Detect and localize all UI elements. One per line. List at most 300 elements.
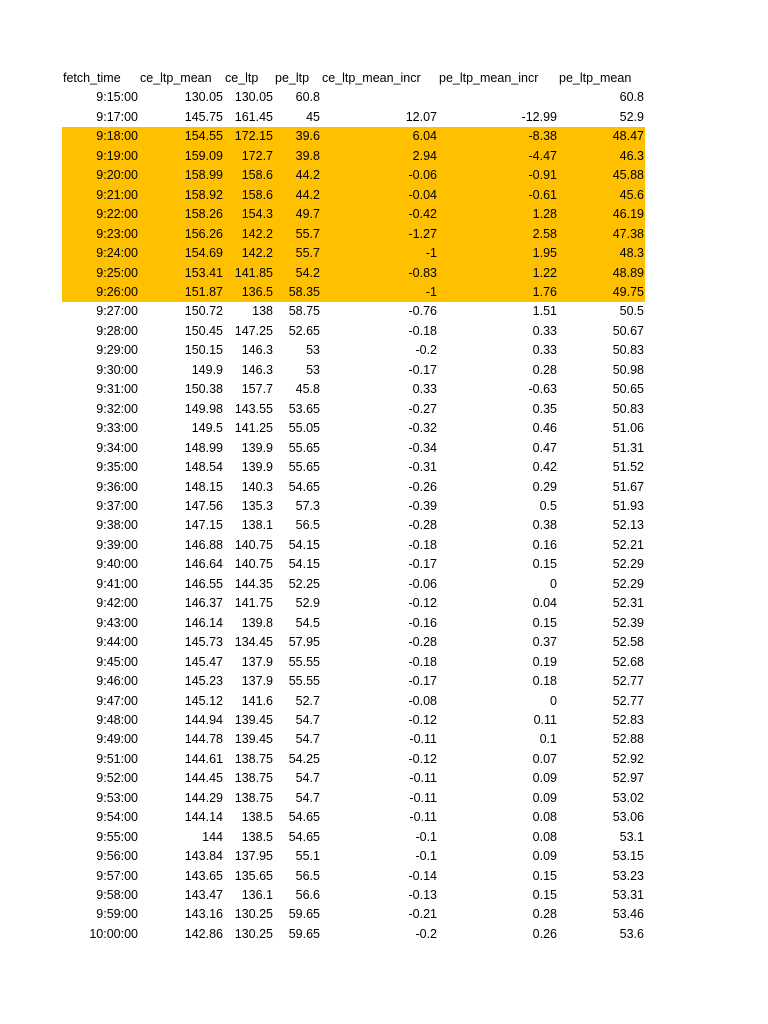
cell-pe-ltp-mean-incr: 0: [550, 693, 557, 708]
cell-ce-ltp-mean: 145.73: [184, 635, 223, 650]
cell-ce-ltp: 158.6: [224, 166, 274, 185]
cell-ce-ltp: 138.5: [241, 810, 273, 825]
cell-ce-ltp-mean: 147.15: [184, 518, 223, 533]
table-row: [62, 497, 645, 516]
cell-ce-ltp-mean-incr: -0.18: [408, 537, 437, 552]
cell-fetch-time: 9:21:00: [62, 186, 139, 205]
cell-ce-ltp-mean-incr: -1: [321, 283, 438, 302]
cell-pe-ltp-mean: 52.83: [612, 712, 644, 727]
table-row: [62, 633, 645, 652]
cell-ce-ltp-mean-incr: -0.21: [408, 907, 437, 922]
cell-pe-ltp: 54.5: [295, 615, 320, 630]
cell-ce-ltp-mean: 150.38: [184, 382, 223, 397]
cell-pe-ltp-mean-incr: 0.15: [532, 888, 557, 903]
cell-ce-ltp: 147.25: [234, 323, 273, 338]
cell-ce-ltp-mean-incr: -1.27: [321, 225, 438, 244]
cell-pe-ltp-mean-incr: 0.09: [532, 849, 557, 864]
cell-pe-ltp: 57.95: [288, 635, 320, 650]
cell-pe-ltp-mean-incr: 0.04: [532, 596, 557, 611]
cell-pe-ltp-mean: 52.29: [612, 576, 644, 591]
table-row: [62, 166, 645, 185]
cell-ce-ltp: 140.3: [241, 479, 273, 494]
cell-pe-ltp: 54.65: [288, 479, 320, 494]
cell-pe-ltp-mean-incr: -12.99: [521, 109, 557, 124]
cell-pe-ltp: 56.5: [295, 518, 320, 533]
table-row: [62, 88, 645, 107]
cell-ce-ltp: 141.25: [234, 421, 273, 436]
cell-ce-ltp-mean: 149.98: [184, 401, 223, 416]
cell-fetch-time: 9:15:00: [96, 90, 138, 105]
cell-pe-ltp-mean-incr: 0.28: [532, 907, 557, 922]
cell-ce-ltp: 146.3: [241, 343, 273, 358]
cell-fetch-time: 9:19:00: [62, 147, 139, 166]
cell-ce-ltp-mean: 146.14: [184, 615, 223, 630]
cell-ce-ltp-mean: 144.78: [184, 732, 223, 747]
cell-fetch-time: 10:00:00: [89, 926, 138, 941]
cell-ce-ltp-mean-incr: -0.17: [408, 557, 437, 572]
cell-fetch-time: 9:43:00: [96, 615, 138, 630]
cell-ce-ltp: 140.75: [234, 557, 273, 572]
cell-ce-ltp-mean-incr: -0.28: [408, 635, 437, 650]
cell-ce-ltp-mean: 156.26: [139, 225, 224, 244]
cell-pe-ltp-mean: 52.77: [612, 693, 644, 708]
cell-ce-ltp-mean-incr: -0.39: [408, 498, 437, 513]
cell-ce-ltp-mean: 146.37: [184, 596, 223, 611]
cell-ce-ltp: 139.8: [241, 615, 273, 630]
table-row: [62, 730, 645, 749]
cell-pe-ltp-mean: 52.29: [612, 557, 644, 572]
column-header-ce-ltp: ce_ltp: [225, 71, 259, 85]
cell-pe-ltp: 55.65: [288, 460, 320, 475]
cell-ce-ltp: 137.95: [234, 849, 273, 864]
cell-ce-ltp: 144.35: [234, 576, 273, 591]
cell-fetch-time: 9:27:00: [96, 304, 138, 319]
cell-ce-ltp: 138.5: [241, 829, 273, 844]
cell-pe-ltp-mean-incr: 0.29: [532, 479, 557, 494]
column-header-pe-ltp-mean-incr: pe_ltp_mean_incr: [439, 71, 539, 85]
cell-ce-ltp-mean-incr: -0.12: [408, 596, 437, 611]
cell-ce-ltp-mean: 145.47: [184, 654, 223, 669]
cell-ce-ltp-mean: 158.99: [139, 166, 224, 185]
cell-ce-ltp: 172.7: [224, 147, 274, 166]
cell-ce-ltp-mean-incr: 0.33: [412, 382, 437, 397]
cell-pe-ltp-mean-incr: 0.18: [532, 674, 557, 689]
cell-ce-ltp: 135.65: [234, 868, 273, 883]
cell-pe-ltp: 49.7: [274, 205, 321, 224]
cell-fetch-time: 9:54:00: [96, 810, 138, 825]
cell-pe-ltp-mean: 52.58: [612, 635, 644, 650]
cell-ce-ltp-mean-incr: -0.11: [409, 732, 437, 747]
cell-pe-ltp-mean: 50.83: [612, 401, 644, 416]
cell-pe-ltp-mean: 51.93: [612, 498, 644, 513]
cell-pe-ltp: 54.7: [295, 712, 320, 727]
cell-fetch-time: 9:20:00: [62, 166, 139, 185]
cell-pe-ltp-mean: 49.75: [558, 283, 645, 302]
cell-ce-ltp: 138.75: [234, 771, 273, 786]
cell-ce-ltp-mean: 144.14: [184, 810, 223, 825]
column-header-pe-ltp-mean: pe_ltp_mean: [559, 71, 632, 85]
cell-pe-ltp-mean-incr: -8.38: [438, 127, 558, 146]
cell-pe-ltp-mean: 51.31: [612, 440, 644, 455]
cell-ce-ltp-mean-incr: [321, 88, 438, 107]
cell-ce-ltp-mean: 149.5: [191, 421, 223, 436]
table-row: [62, 341, 645, 360]
cell-pe-ltp-mean-incr: -0.61: [438, 186, 558, 205]
cell-pe-ltp-mean: 47.38: [558, 225, 645, 244]
cell-pe-ltp-mean: 52.39: [612, 615, 644, 630]
table-row: [62, 225, 645, 244]
cell-ce-ltp-mean-incr: 12.07: [405, 109, 437, 124]
cell-ce-ltp: 130.25: [234, 907, 273, 922]
cell-fetch-time: 9:42:00: [96, 596, 138, 611]
cell-pe-ltp-mean: 50.67: [612, 323, 644, 338]
cell-pe-ltp-mean: 51.06: [612, 421, 644, 436]
cell-fetch-time: 9:39:00: [96, 537, 138, 552]
cell-pe-ltp: 53: [306, 362, 320, 377]
table-row: [62, 711, 645, 730]
cell-pe-ltp: 56.6: [295, 888, 320, 903]
cell-ce-ltp-mean: 146.88: [184, 537, 223, 552]
cell-ce-ltp: 157.7: [241, 382, 273, 397]
cell-fetch-time: 9:30:00: [96, 362, 138, 377]
cell-ce-ltp-mean: 154.55: [139, 127, 224, 146]
cell-pe-ltp: 53: [306, 343, 320, 358]
cell-ce-ltp-mean-incr: -0.11: [409, 771, 437, 786]
cell-ce-ltp: 135.3: [241, 498, 273, 513]
table-row: [62, 108, 645, 127]
cell-pe-ltp-mean-incr: [438, 88, 558, 107]
cell-ce-ltp: 161.45: [234, 109, 273, 124]
column-header-fetch-time: fetch_time: [63, 71, 121, 85]
cell-fetch-time: 9:48:00: [96, 712, 138, 727]
cell-pe-ltp-mean: 52.13: [612, 518, 644, 533]
cell-fetch-time: 9:52:00: [96, 771, 138, 786]
table-row: [62, 672, 645, 691]
cell-pe-ltp-mean-incr: -0.63: [528, 382, 557, 397]
header-row: [62, 69, 645, 88]
cell-pe-ltp: 59.65: [288, 926, 320, 941]
cell-pe-ltp: 54.7: [295, 790, 320, 805]
table-row: [62, 653, 645, 672]
cell-ce-ltp: 141.6: [241, 693, 273, 708]
cell-fetch-time: 9:32:00: [96, 401, 138, 416]
cell-fetch-time: 9:55:00: [96, 829, 138, 844]
cell-ce-ltp-mean: 143.65: [184, 868, 223, 883]
table-body: [62, 88, 645, 944]
cell-ce-ltp-mean-incr: -1: [321, 244, 438, 263]
cell-fetch-time: 9:18:00: [62, 127, 139, 146]
cell-ce-ltp-mean: 150.45: [184, 323, 223, 338]
cell-ce-ltp-mean-incr: -0.1: [415, 849, 437, 864]
cell-ce-ltp-mean-incr: -0.12: [408, 751, 437, 766]
cell-ce-ltp: 139.45: [234, 712, 273, 727]
cell-pe-ltp-mean: 45.6: [558, 186, 645, 205]
cell-pe-ltp-mean: 50.98: [612, 362, 644, 377]
table-row: [62, 127, 645, 146]
cell-ce-ltp: 138.1: [241, 518, 273, 533]
column-header-ce-ltp-mean: ce_ltp_mean: [140, 71, 212, 85]
cell-fetch-time: 9:37:00: [96, 498, 138, 513]
cell-fetch-time: 9:35:00: [96, 460, 138, 475]
cell-pe-ltp: 55.65: [288, 440, 320, 455]
cell-ce-ltp-mean: 142.86: [184, 926, 223, 941]
cell-fetch-time: 9:34:00: [96, 440, 138, 455]
cell-ce-ltp-mean-incr: -0.11: [409, 790, 437, 805]
cell-ce-ltp-mean-incr: -0.12: [408, 712, 437, 727]
cell-ce-ltp-mean: 158.92: [139, 186, 224, 205]
cell-pe-ltp-mean-incr: 0.33: [532, 343, 557, 358]
cell-pe-ltp-mean-incr: 0.46: [532, 421, 557, 436]
cell-ce-ltp: 138.75: [234, 790, 273, 805]
table-row: [62, 264, 645, 283]
cell-ce-ltp: 154.3: [224, 205, 274, 224]
cell-ce-ltp-mean: 154.69: [139, 244, 224, 263]
cell-ce-ltp-mean-incr: -0.17: [408, 362, 437, 377]
column-header-pe-ltp: pe_ltp: [275, 71, 310, 85]
table-row: [62, 147, 645, 166]
cell-pe-ltp-mean-incr: 0.11: [533, 712, 557, 727]
cell-fetch-time: 9:17:00: [96, 109, 138, 124]
cell-pe-ltp-mean: 52.97: [612, 771, 644, 786]
cell-fetch-time: 9:33:00: [96, 421, 138, 436]
cell-pe-ltp-mean-incr: 0.09: [532, 790, 557, 805]
table-row: [62, 205, 645, 224]
cell-ce-ltp: 172.15: [224, 127, 274, 146]
cell-ce-ltp: 140.75: [234, 537, 273, 552]
cell-pe-ltp-mean-incr: 0.15: [532, 868, 557, 883]
table-row: [62, 439, 645, 458]
cell-pe-ltp: 52.9: [295, 596, 320, 611]
cell-pe-ltp-mean-incr: 0.07: [532, 751, 557, 766]
cell-fetch-time: 9:45:00: [96, 654, 138, 669]
cell-ce-ltp-mean: 149.9: [191, 362, 223, 377]
cell-ce-ltp-mean-incr: -0.28: [408, 518, 437, 533]
cell-pe-ltp: 60.8: [295, 90, 320, 105]
cell-pe-ltp-mean-incr: 0.15: [532, 615, 557, 630]
table-row: [62, 536, 645, 555]
table-row: [62, 322, 645, 341]
cell-ce-ltp-mean-incr: -0.2: [415, 343, 437, 358]
cell-fetch-time: 9:26:00: [62, 283, 139, 302]
table-row: [62, 555, 645, 574]
cell-fetch-time: 9:57:00: [96, 868, 138, 883]
cell-ce-ltp: 143.55: [234, 401, 273, 416]
cell-ce-ltp-mean: 148.99: [184, 440, 223, 455]
cell-pe-ltp-mean: 50.65: [612, 382, 644, 397]
cell-ce-ltp-mean: 145.12: [184, 693, 223, 708]
cell-ce-ltp-mean: 143.47: [184, 888, 223, 903]
cell-ce-ltp-mean-incr: -0.16: [408, 615, 437, 630]
cell-pe-ltp-mean: 48.3: [558, 244, 645, 263]
cell-ce-ltp-mean: 148.15: [184, 479, 223, 494]
cell-ce-ltp-mean-incr: -0.14: [408, 868, 437, 883]
cell-ce-ltp-mean: 144.61: [184, 751, 223, 766]
cell-ce-ltp-mean-incr: -0.34: [408, 440, 437, 455]
cell-fetch-time: 9:40:00: [96, 557, 138, 572]
table-row: [62, 400, 645, 419]
cell-fetch-time: 9:38:00: [96, 518, 138, 533]
cell-fetch-time: 9:31:00: [96, 382, 138, 397]
cell-pe-ltp-mean-incr: 1.28: [438, 205, 558, 224]
cell-ce-ltp-mean: 153.41: [139, 264, 224, 283]
cell-pe-ltp-mean-incr: -0.91: [438, 166, 558, 185]
cell-pe-ltp: 53.65: [288, 401, 320, 416]
cell-pe-ltp: 54.25: [288, 751, 320, 766]
cell-pe-ltp-mean-incr: 0.15: [532, 557, 557, 572]
table-row: [62, 186, 645, 205]
cell-ce-ltp-mean-incr: 6.04: [321, 127, 438, 146]
cell-pe-ltp-mean-incr: 0.08: [532, 810, 557, 825]
cell-pe-ltp-mean-incr: 2.58: [438, 225, 558, 244]
cell-ce-ltp-mean-incr: -0.26: [408, 479, 437, 494]
cell-ce-ltp: 137.9: [241, 654, 273, 669]
cell-pe-ltp: 58.75: [288, 304, 320, 319]
cell-pe-ltp-mean: 51.67: [612, 479, 644, 494]
table-row: [62, 769, 645, 788]
cell-pe-ltp-mean: 53.06: [612, 810, 644, 825]
cell-pe-ltp-mean: 52.77: [612, 674, 644, 689]
cell-ce-ltp-mean-incr: -0.08: [408, 693, 437, 708]
cell-pe-ltp-mean-incr: 0: [550, 576, 557, 591]
cell-pe-ltp-mean: 50.5: [619, 304, 644, 319]
cell-ce-ltp-mean-incr: -0.2: [415, 926, 437, 941]
table-row: [62, 419, 645, 438]
cell-ce-ltp-mean-incr: -0.32: [408, 421, 437, 436]
cell-ce-ltp: 139.9: [241, 460, 273, 475]
cell-pe-ltp: 54.65: [288, 829, 320, 844]
table-row: [62, 692, 645, 711]
cell-pe-ltp-mean: 45.88: [558, 166, 645, 185]
cell-pe-ltp-mean-incr: 0.28: [532, 362, 557, 377]
cell-pe-ltp-mean: 53.02: [612, 790, 644, 805]
cell-pe-ltp: 55.55: [288, 654, 320, 669]
cell-pe-ltp-mean: 50.83: [612, 343, 644, 358]
cell-pe-ltp: 54.7: [295, 732, 320, 747]
cell-pe-ltp-mean-incr: 0.19: [532, 654, 557, 669]
cell-ce-ltp-mean-incr: -0.1: [415, 829, 437, 844]
cell-pe-ltp-mean-incr: 0.08: [532, 829, 557, 844]
cell-pe-ltp-mean: 51.52: [612, 460, 644, 475]
cell-pe-ltp: 55.05: [288, 421, 320, 436]
cell-pe-ltp: 59.65: [288, 907, 320, 922]
cell-ce-ltp: 138: [252, 304, 273, 319]
cell-fetch-time: 9:28:00: [96, 323, 138, 338]
table-row: [62, 614, 645, 633]
cell-pe-ltp-mean-incr: 0.1: [539, 732, 557, 747]
cell-ce-ltp-mean: 148.54: [184, 460, 223, 475]
cell-pe-ltp: 44.2: [274, 166, 321, 185]
table-row: [62, 905, 645, 924]
cell-pe-ltp-mean-incr: 0.35: [532, 401, 557, 416]
cell-ce-ltp-mean-incr: -0.76: [408, 304, 437, 319]
cell-fetch-time: 9:44:00: [96, 635, 138, 650]
cell-fetch-time: 9:22:00: [62, 205, 139, 224]
cell-ce-ltp: 136.1: [241, 888, 273, 903]
cell-pe-ltp-mean: 52.31: [612, 596, 644, 611]
cell-pe-ltp-mean-incr: 0.37: [532, 635, 557, 650]
table-row: [62, 847, 645, 866]
cell-pe-ltp: 54.65: [288, 810, 320, 825]
cell-pe-ltp-mean-incr: 0.09: [532, 771, 557, 786]
cell-fetch-time: 9:23:00: [62, 225, 139, 244]
cell-pe-ltp-mean: 46.19: [558, 205, 645, 224]
cell-fetch-time: 9:56:00: [96, 849, 138, 864]
cell-pe-ltp-mean-incr: 1.95: [438, 244, 558, 263]
cell-pe-ltp-mean-incr: 0.26: [532, 926, 557, 941]
table-row: [62, 361, 645, 380]
table-row: [62, 828, 645, 847]
cell-ce-ltp-mean: 145.23: [184, 674, 223, 689]
cell-pe-ltp: 54.15: [288, 537, 320, 552]
cell-pe-ltp-mean: 53.1: [619, 829, 644, 844]
cell-ce-ltp-mean: 146.64: [184, 557, 223, 572]
cell-pe-ltp: 52.25: [288, 576, 320, 591]
table-row: [62, 808, 645, 827]
cell-ce-ltp-mean-incr: -0.06: [408, 576, 437, 591]
cell-ce-ltp-mean-incr: -0.18: [408, 654, 437, 669]
cell-pe-ltp: 55.7: [274, 244, 321, 263]
cell-ce-ltp-mean: 130.05: [184, 90, 223, 105]
cell-pe-ltp-mean: 53.15: [612, 849, 644, 864]
cell-pe-ltp-mean: 53.6: [619, 926, 644, 941]
cell-fetch-time: 9:24:00: [62, 244, 139, 263]
cell-ce-ltp-mean-incr: -0.11: [409, 810, 437, 825]
cell-ce-ltp-mean: 143.16: [184, 907, 223, 922]
cell-ce-ltp: 142.2: [224, 225, 274, 244]
cell-ce-ltp: 141.85: [224, 264, 274, 283]
cell-pe-ltp-mean-incr: 1.22: [438, 264, 558, 283]
cell-ce-ltp-mean-incr: 2.94: [321, 147, 438, 166]
cell-fetch-time: 9:59:00: [96, 907, 138, 922]
cell-fetch-time: 9:53:00: [96, 790, 138, 805]
cell-ce-ltp-mean: 150.15: [184, 343, 223, 358]
table-row: [62, 244, 645, 263]
cell-pe-ltp-mean: 52.21: [612, 537, 644, 552]
cell-ce-ltp-mean: 150.72: [184, 304, 223, 319]
cell-ce-ltp-mean-incr: -0.31: [408, 460, 437, 475]
cell-ce-ltp-mean-incr: -0.18: [408, 323, 437, 338]
cell-pe-ltp-mean: 52.68: [612, 654, 644, 669]
cell-ce-ltp-mean-incr: -0.06: [321, 166, 438, 185]
table-row: [62, 283, 645, 302]
cell-pe-ltp-mean: 46.3: [558, 147, 645, 166]
cell-pe-ltp: 39.6: [274, 127, 321, 146]
cell-pe-ltp-mean-incr: 0.47: [532, 440, 557, 455]
cell-ce-ltp-mean-incr: -0.42: [321, 205, 438, 224]
table-row: [62, 516, 645, 535]
cell-ce-ltp: 134.45: [234, 635, 273, 650]
cell-pe-ltp: 45: [306, 109, 320, 124]
cell-pe-ltp-mean: 48.89: [558, 264, 645, 283]
cell-ce-ltp-mean: 151.87: [139, 283, 224, 302]
table-row: [62, 925, 645, 944]
table-row: [62, 478, 645, 497]
cell-pe-ltp: 54.15: [288, 557, 320, 572]
cell-ce-ltp-mean-incr: -0.17: [408, 674, 437, 689]
cell-pe-ltp-mean-incr: 1.76: [438, 283, 558, 302]
cell-ce-ltp: 138.75: [234, 751, 273, 766]
cell-ce-ltp-mean-incr: -0.13: [408, 888, 437, 903]
cell-pe-ltp-mean: 53.31: [612, 888, 644, 903]
cell-pe-ltp: 56.5: [295, 868, 320, 883]
cell-fetch-time: 9:51:00: [96, 751, 138, 766]
cell-pe-ltp: 57.3: [295, 498, 320, 513]
cell-ce-ltp-mean-incr: -0.83: [321, 264, 438, 283]
cell-pe-ltp-mean-incr: 0.16: [532, 537, 557, 552]
cell-ce-ltp-mean: 146.55: [184, 576, 223, 591]
cell-ce-ltp: 130.05: [234, 90, 273, 105]
cell-pe-ltp-mean: 52.92: [612, 751, 644, 766]
